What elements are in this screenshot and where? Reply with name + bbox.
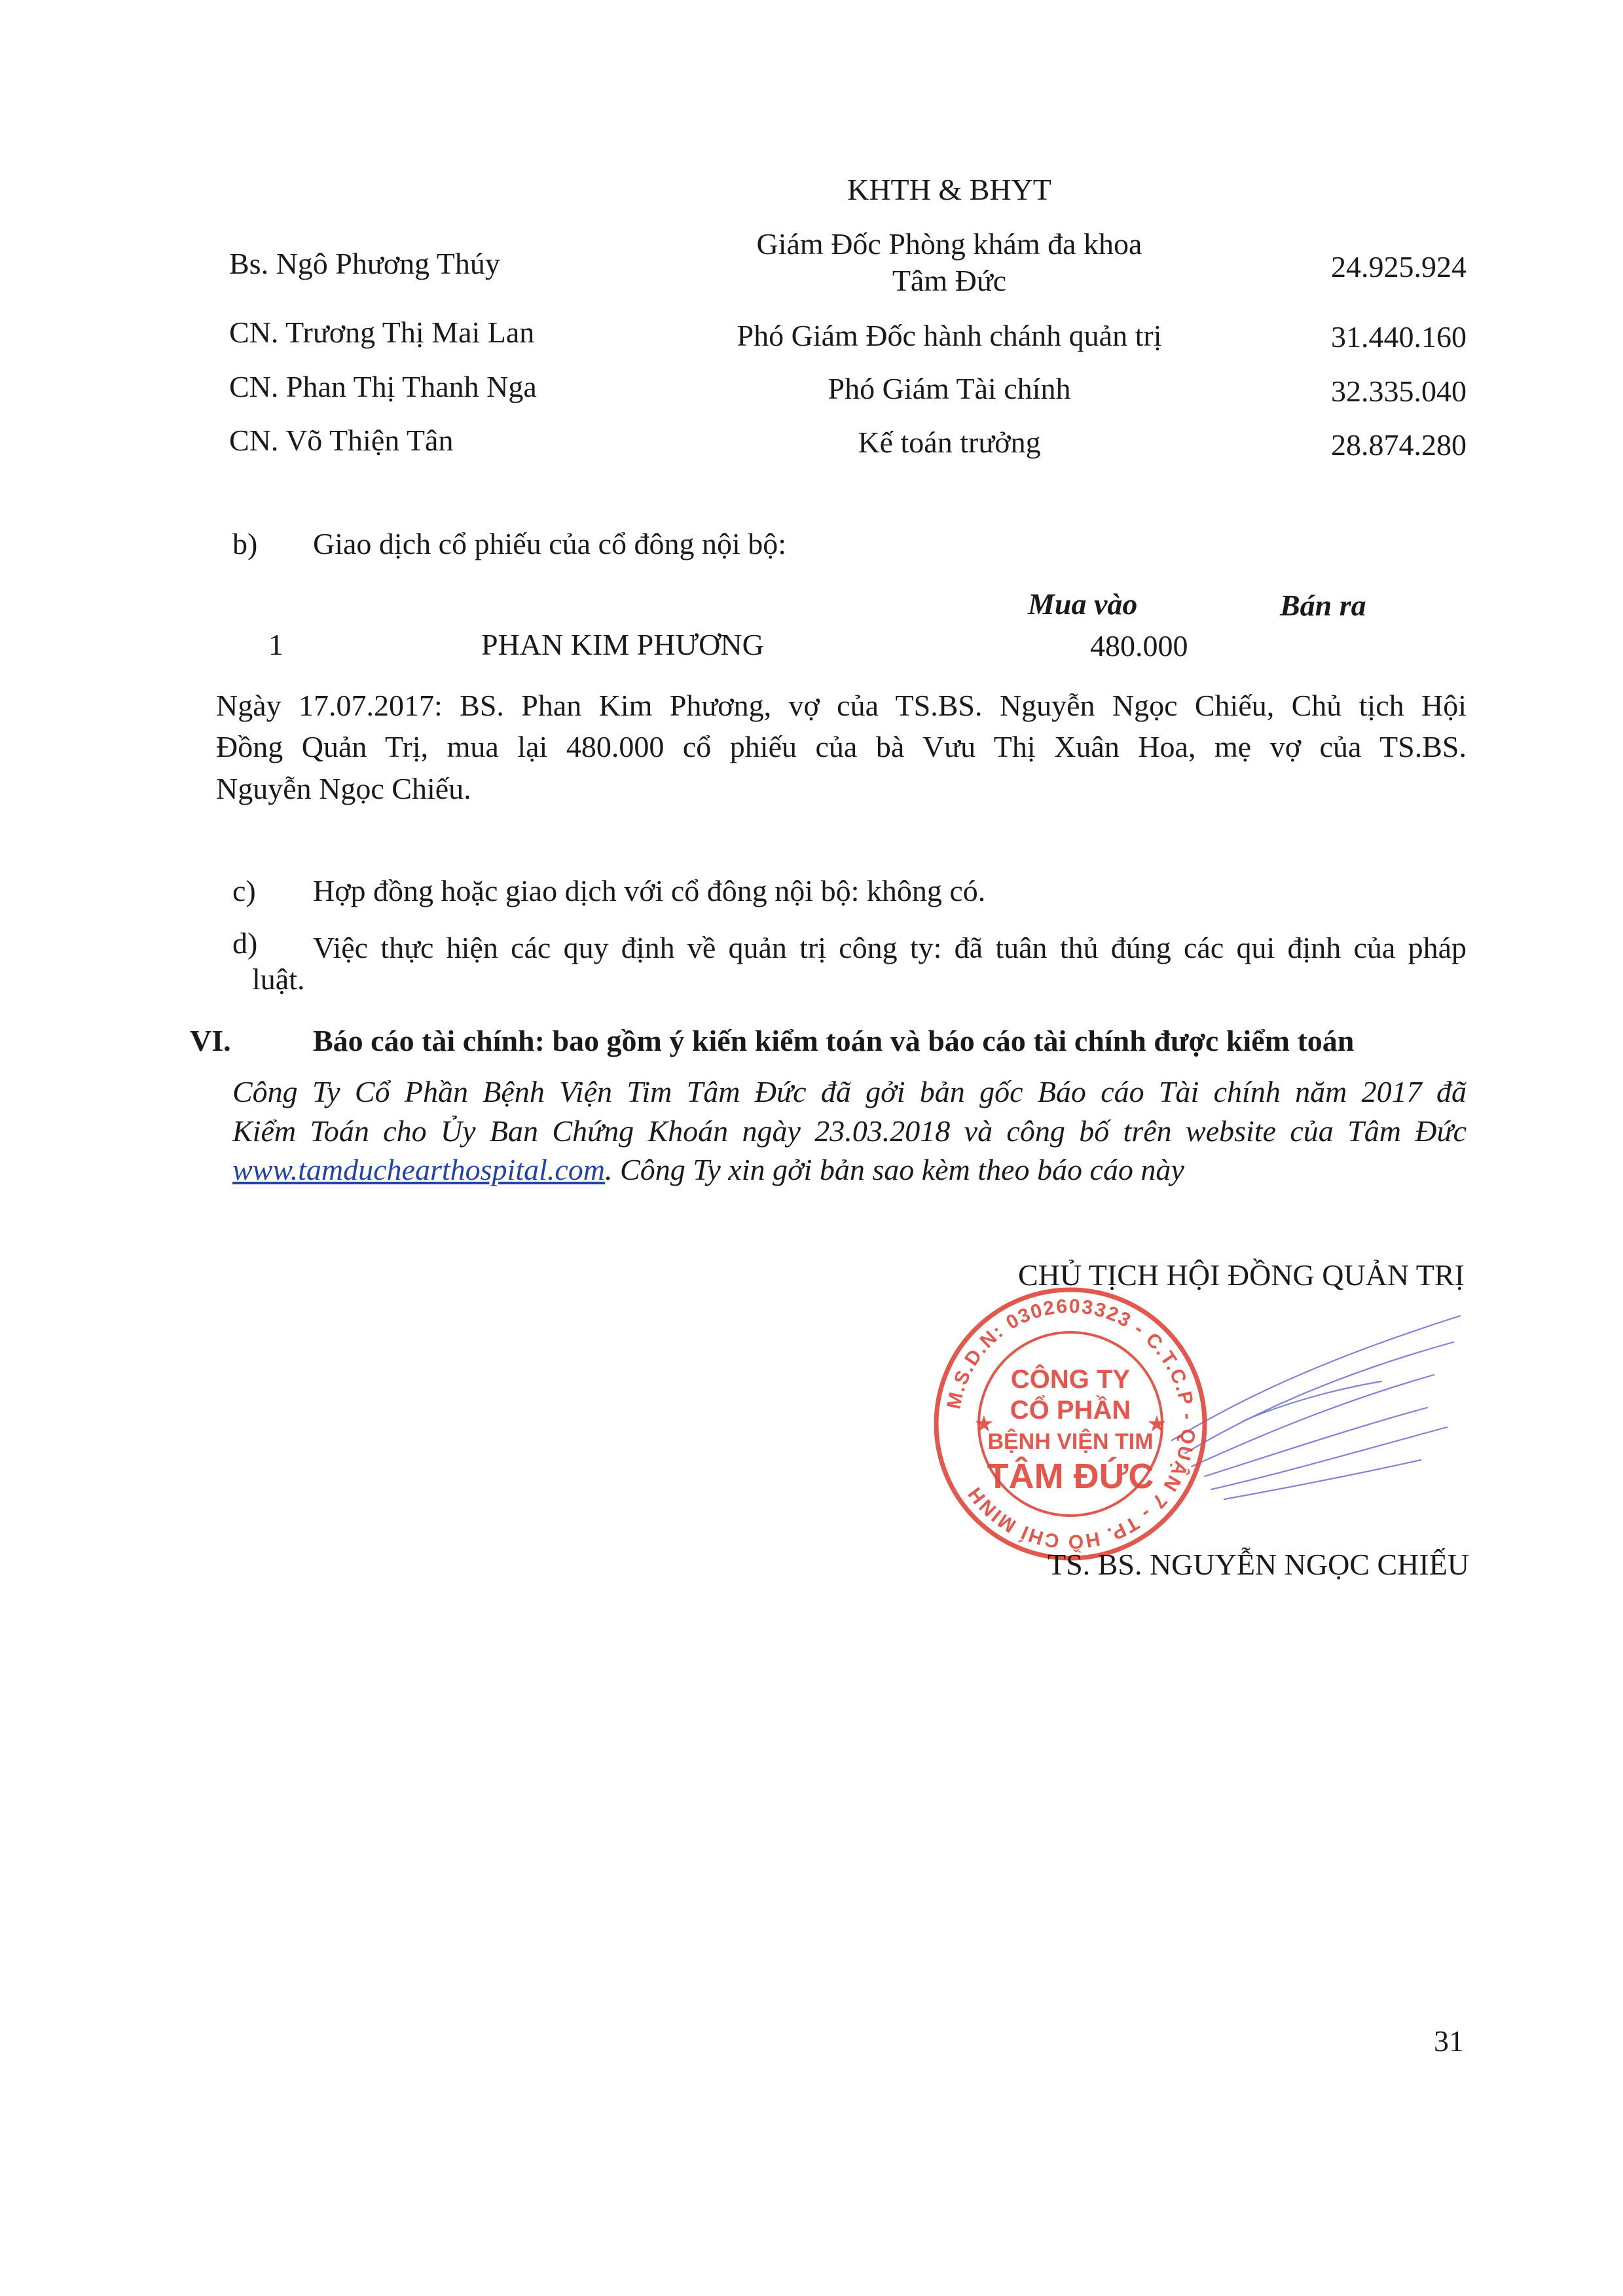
note-line: Ngày 17.07.2017: BS. Phan Kim Phương, vợ của TS.BS. Nguyễn Ngọc Chiếu, Chủ tịch Hội bbox=[216, 689, 1467, 722]
section-vi-marker: VI. bbox=[190, 1024, 231, 1057]
note-line: Nguyễn Ngọc Chiếu. bbox=[216, 772, 471, 805]
table-cont-header: KHTH & BHYT bbox=[847, 173, 1051, 206]
company-seal bbox=[926, 1280, 1214, 1568]
seal-ring-text: M.S.D.N: 0302603323 - C.T.C.P - QUẬN 7 - TP. HỒ CHÍ MINH bbox=[943, 1295, 1199, 1553]
website-link[interactable]: www.tamduchearthospital.com bbox=[232, 1153, 606, 1186]
signer-name: TS. BS. NGUYỄN NGỌC CHIẾU bbox=[1048, 1548, 1470, 1581]
section-c-text: Hợp đồng hoặc giao dịch với cổ đông nội bộ: không có. bbox=[313, 874, 986, 907]
staff-position: Phó Giám Đốc hành chánh quản trị bbox=[737, 319, 1162, 352]
vi-paragraph-line: Công Ty Cổ Phần Bệnh Viện Tim Tâm Đức đã gởi bản gốc Báo cáo Tài chính năm 2017 đã bbox=[232, 1075, 1467, 1108]
staff-name: Bs. Ngô Phương Thúy bbox=[229, 247, 500, 280]
note-line: Đồng Quản Trị, mua lại 480.000 cổ phiếu của bà Vưu Thị Xuân Hoa, mẹ vợ của TS.BS. bbox=[216, 730, 1467, 763]
seal-star-icon: ★ bbox=[975, 1413, 993, 1435]
section-d-marker: d) bbox=[232, 926, 258, 960]
staff-position-line: Tâm Đức bbox=[892, 264, 1007, 297]
section-d-text: Việc thực hiện các quy định về quản trị công ty: đã tuân thủ đúng các qui định của pháp bbox=[313, 931, 1467, 964]
section-b-marker: b) bbox=[232, 527, 258, 560]
staff-amount: 32.335.040 bbox=[1331, 374, 1467, 408]
vi-paragraph-line: Kiểm Toán cho Ủy Ban Chứng Khoán ngày 23.03.2018 và công bố trên website của Tâm Đức bbox=[232, 1114, 1467, 1148]
vi-paragraph-line bbox=[232, 1152, 1184, 1188]
staff-name: CN. Trương Thị Mai Lan bbox=[229, 316, 535, 349]
trade-buy: 480.000 bbox=[1090, 629, 1188, 663]
staff-name: CN. Võ Thiện Tân bbox=[229, 424, 454, 457]
seal-line: TÂM ĐỨC bbox=[987, 1457, 1154, 1496]
staff-position: Phó Giám Tài chính bbox=[828, 372, 1071, 405]
col-header-sell: Bán ra bbox=[1280, 589, 1366, 622]
seal-line: BỆNH VIỆN TIM bbox=[987, 1429, 1154, 1454]
section-vi-title: Báo cáo tài chính: bao gồm ý kiến kiểm toán và báo cáo tài chính được kiểm toán bbox=[313, 1024, 1355, 1057]
section-c-marker: c) bbox=[232, 874, 256, 907]
staff-position-line: Giám Đốc Phòng khám đa khoa bbox=[756, 227, 1142, 261]
seal-line: CỔ PHẦN bbox=[1010, 1396, 1131, 1425]
seal-star-icon: ★ bbox=[1148, 1413, 1166, 1435]
staff-name: CN. Phan Thị Thanh Nga bbox=[229, 370, 537, 403]
staff-position bbox=[687, 226, 1211, 299]
trade-no: 1 bbox=[268, 628, 283, 661]
staff-amount: 31.440.160 bbox=[1331, 320, 1467, 354]
staff-amount: 28.874.280 bbox=[1331, 428, 1467, 462]
trade-name: PHAN KIM PHƯƠNG bbox=[481, 628, 764, 661]
page-number: 31 bbox=[1434, 2024, 1464, 2058]
staff-position: Kế toán trưởng bbox=[858, 426, 1041, 459]
seal-line: CÔNG TY bbox=[1010, 1365, 1131, 1394]
staff-amount: 24.925.924 bbox=[1331, 250, 1467, 283]
signature-title: CHỦ TỊCH HỘI ĐỒNG QUẢN TRỊ bbox=[1018, 1258, 1465, 1292]
section-b-title: Giao dịch cổ phiếu của cổ đông nội bộ: bbox=[313, 527, 787, 560]
col-header-buy: Mua vào bbox=[1028, 587, 1138, 621]
vi-paragraph-tail: . Công Ty xin gởi bản sao kèm theo báo cáo này bbox=[605, 1153, 1184, 1186]
section-d-text-cont: luật. bbox=[252, 962, 305, 996]
